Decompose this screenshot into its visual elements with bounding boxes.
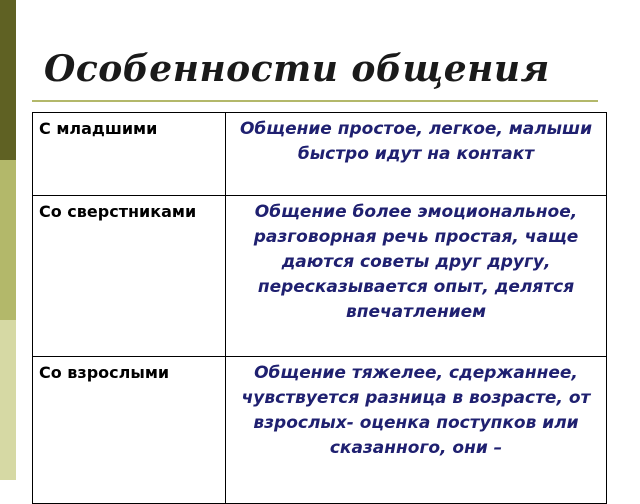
table-row xyxy=(33,113,607,196)
accent-stripe-top xyxy=(0,0,16,160)
table-row xyxy=(33,196,607,357)
row-description: Общение простое, легкое, малыши быстро идут на контакт xyxy=(226,113,607,196)
row-label: Со сверстниками xyxy=(33,196,226,357)
slide-title: Особенности общения xyxy=(44,48,550,90)
communication-table xyxy=(32,112,607,504)
accent-stripe-middle xyxy=(0,160,16,320)
accent-stripe-bottom xyxy=(0,320,16,480)
row-label: Со взрослыми xyxy=(33,357,226,504)
row-description: Общение более эмоциональное, разговорная речь простая, чаще даются советы друг другу, пересказывается опыт, делятся впечатлением xyxy=(226,196,607,357)
row-label: С младшими xyxy=(33,113,226,196)
title-underline xyxy=(32,100,598,102)
table-row xyxy=(33,357,607,504)
row-description: Общение тяжелее, сдержаннее, чувствуется разница в возрасте, от взрослых- оценка поступков или сказанного, они – xyxy=(226,357,607,504)
